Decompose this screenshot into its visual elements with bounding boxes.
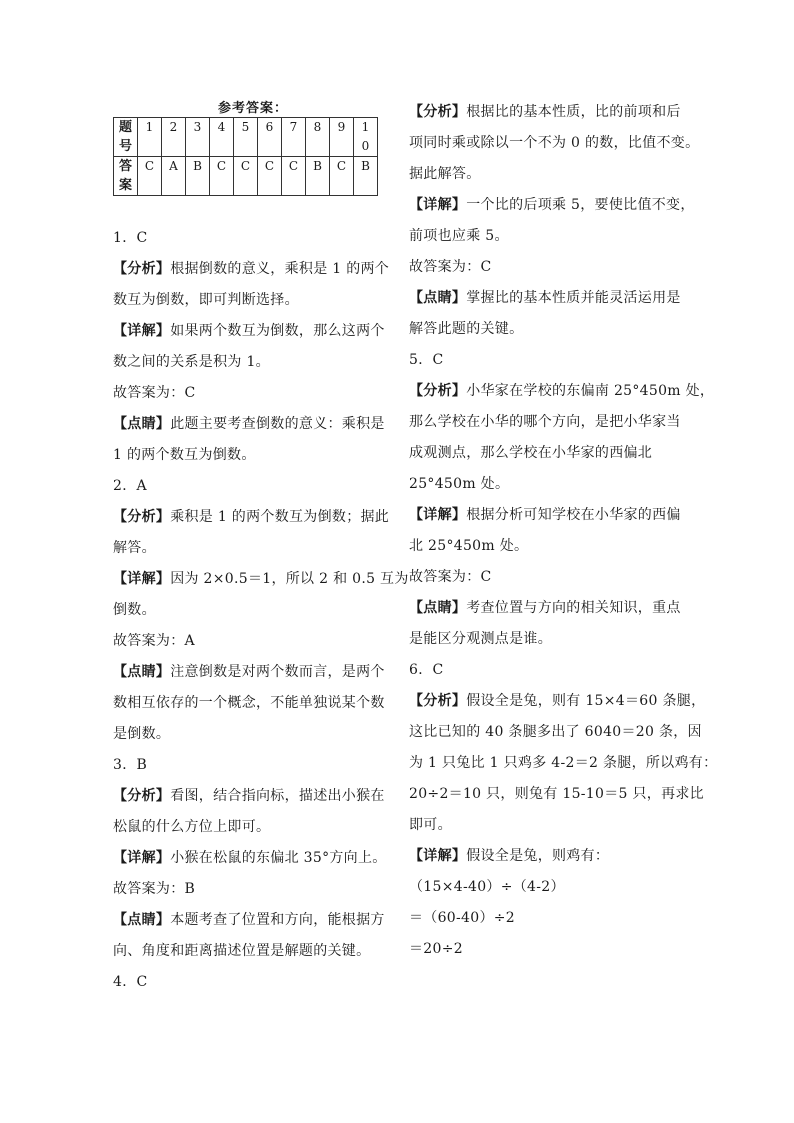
text-line (409, 562, 717, 593)
line-text: 一个比的后项乘 5，要使比值不变， (466, 197, 695, 213)
answer-cell: C (210, 157, 234, 196)
text-line (113, 905, 409, 936)
text-line (113, 626, 409, 657)
text-line (409, 686, 717, 717)
answer-cell: A (162, 157, 186, 196)
line-text: ＝20÷2 (409, 941, 463, 957)
line-text: 6．C (409, 662, 444, 678)
line-text: 如果两个数互为倒数，那么这两个 (170, 323, 385, 339)
answer-cell: C (330, 157, 354, 196)
text-line (113, 657, 409, 688)
line-text: 故答案为：B (113, 881, 196, 897)
question-number-row (114, 118, 378, 157)
text-line (409, 810, 717, 841)
line-text: ＝（60-40）÷2 (409, 910, 515, 926)
question-number-cell: 6 (258, 118, 282, 157)
section-tag: 【分析】 (113, 261, 171, 277)
section-tag: 【点睛】 (409, 600, 467, 616)
text-line (113, 440, 409, 471)
line-text: 4．C (113, 974, 148, 990)
text-line (113, 285, 409, 316)
question-number-cell: 5 (234, 118, 258, 157)
text-line (113, 316, 409, 347)
text-line (113, 781, 409, 812)
text-line (409, 128, 717, 159)
section-tag: 【分析】 (409, 104, 467, 120)
line-text: 那么学校在小华的哪个方向，是把小华家当 (409, 414, 681, 430)
line-text: 项同时乘或除以一个不为 0 的数，比值不变。 (409, 135, 700, 151)
question-number-cell: 1 (138, 118, 162, 157)
answer-cell: B (186, 157, 210, 196)
question-number-cell: 4 (210, 118, 234, 157)
section-tag: 【详解】 (113, 323, 171, 339)
section-tag: 【点睛】 (113, 664, 171, 680)
text-line (113, 595, 409, 626)
question-number-cell: 9 (330, 118, 354, 157)
text-line (113, 254, 409, 285)
text-line (409, 376, 717, 407)
text-line (113, 223, 409, 254)
line-text: （15×4-40）÷（4-2） (409, 879, 565, 895)
section-tag: 【分析】 (113, 509, 171, 525)
answer-key-title: 参考答案： (217, 101, 288, 116)
line-text: 即可。 (409, 817, 452, 833)
line-text: 根据倒数的意义，乘积是 1 的两个 (170, 261, 390, 277)
text-line (409, 221, 717, 252)
answer-cell: B (354, 157, 378, 196)
line-text: 5．C (409, 352, 444, 368)
answer-cell: C (234, 157, 258, 196)
line-text: 注意倒数是对两个数而言，是两个 (170, 664, 385, 680)
question-number-cell: 1 0 (354, 118, 378, 157)
line-text: 故答案为：C (409, 569, 492, 585)
section-tag: 【点睛】 (113, 416, 171, 432)
question-number-header: 题 号 (114, 118, 138, 157)
line-text: 倒数。 (113, 602, 156, 618)
section-tag: 【详解】 (409, 507, 467, 523)
line-text: 是倒数。 (113, 726, 171, 742)
text-line (113, 688, 409, 719)
question-number-cell: 2 (162, 118, 186, 157)
text-line (409, 252, 717, 283)
text-line (113, 409, 409, 440)
text-line (409, 97, 717, 128)
text-line (113, 502, 409, 533)
line-text: 解答。 (113, 540, 156, 556)
text-line (409, 283, 717, 314)
line-text: 掌握比的基本性质并能灵活运用是 (466, 290, 681, 306)
section-tag: 【详解】 (409, 197, 467, 213)
text-line (409, 345, 717, 376)
line-text: 故答案为：A (113, 633, 195, 649)
text-line (409, 190, 717, 221)
text-line (409, 903, 717, 934)
section-tag: 【详解】 (409, 848, 467, 864)
text-line (113, 564, 409, 595)
line-text: 此题主要考查倒数的意义：乘积是 (170, 416, 385, 432)
text-line (409, 531, 717, 562)
line-text: 2．A (113, 478, 147, 494)
line-text: 根据比的基本性质，比的前项和后 (466, 104, 681, 120)
text-line (409, 748, 717, 779)
right-explanations (409, 97, 717, 965)
answer-key-table (113, 117, 378, 196)
question-number-cell: 8 (306, 118, 330, 157)
line-text: 根据分析可知学校在小华家的西偏 (466, 507, 681, 523)
text-line (113, 967, 409, 998)
line-text: 看图，结合指向标，描述出小猴在 (170, 788, 385, 804)
text-line (409, 593, 717, 624)
section-tag: 【详解】 (113, 571, 171, 587)
text-line (409, 500, 717, 531)
line-text: 乘积是 1 的两个数互为倒数；据此 (170, 509, 390, 525)
text-line (409, 624, 717, 655)
line-text: 20÷2＝10 只，则兔有 15-10＝5 只，再求比 (409, 786, 704, 802)
line-text: 3．B (113, 757, 148, 773)
section-tag: 【详解】 (113, 850, 171, 866)
text-line (113, 750, 409, 781)
text-line (409, 469, 717, 500)
line-text: 解答此题的关键。 (409, 321, 524, 337)
section-tag: 【分析】 (409, 693, 467, 709)
line-text: 是能区分观测点是谁。 (409, 631, 552, 647)
line-text: 因为 2×0.5＝1，所以 2 和 0.5 互为 (170, 571, 409, 587)
answer-row (114, 157, 378, 196)
answer-cell: C (138, 157, 162, 196)
text-line (409, 779, 717, 810)
line-text: 1．C (113, 230, 148, 246)
text-line (409, 717, 717, 748)
text-line (409, 934, 717, 965)
question-number-cell: 3 (186, 118, 210, 157)
answer-header: 答 案 (114, 157, 138, 196)
line-text: 这比已知的 40 条腿多出了 6040＝20 条，因 (409, 724, 702, 740)
text-line (409, 314, 717, 345)
line-text: 1 的两个数互为倒数。 (113, 447, 256, 463)
line-text: 考查位置与方向的相关知识，重点 (466, 600, 681, 616)
line-text: 前项也应乘 5。 (409, 228, 509, 244)
text-line (409, 159, 717, 190)
text-line (113, 533, 409, 564)
text-line (113, 471, 409, 502)
line-text: 假设全是兔，则鸡有： (466, 848, 610, 864)
text-line (113, 812, 409, 843)
line-text: 25°450m 处。 (409, 476, 510, 492)
line-text: 北 25°450m 处。 (409, 538, 529, 554)
section-tag: 【分析】 (409, 383, 467, 399)
line-text: 本题考查了位置和方向，能根据方 (170, 912, 385, 928)
answer-cell: C (282, 157, 306, 196)
line-text: 据此解答。 (409, 166, 481, 182)
line-text: 假设全是兔，则有 15×4＝60 条腿， (466, 693, 706, 709)
text-line (409, 841, 717, 872)
text-line (409, 655, 717, 686)
left-explanations (113, 223, 409, 998)
line-text: 数之间的关系是积为 1。 (113, 354, 270, 370)
text-line (113, 378, 409, 409)
text-line (113, 719, 409, 750)
text-line (409, 872, 717, 903)
text-line (113, 874, 409, 905)
line-text: 故答案为：C (409, 259, 492, 275)
answer-cell: C (258, 157, 282, 196)
line-text: 为 1 只兔比 1 只鸡多 4-2＝2 条腿，所以鸡有： (409, 755, 718, 771)
line-text: 向、角度和距离描述位置是解题的关键。 (113, 943, 371, 959)
question-number-cell: 7 (282, 118, 306, 157)
line-text: 数相互依存的一个概念，不能单独说某个数 (113, 695, 385, 711)
line-text: 松鼠的什么方位上即可。 (113, 819, 271, 835)
answer-cell: B (306, 157, 330, 196)
text-line (409, 438, 717, 469)
text-line (113, 936, 409, 967)
section-tag: 【点睛】 (113, 912, 171, 928)
line-text: 小猴在松鼠的东偏北 35°方向上。 (170, 850, 387, 866)
text-line (113, 347, 409, 378)
section-tag: 【点睛】 (409, 290, 467, 306)
text-line (113, 843, 409, 874)
section-tag: 【分析】 (113, 788, 171, 804)
line-text: 数互为倒数，即可判断选择。 (113, 292, 299, 308)
text-line (409, 407, 717, 438)
line-text: 故答案为：C (113, 385, 196, 401)
line-text: 成观测点，那么学校在小华家的西偏北 (409, 445, 653, 461)
line-text: 小华家在学校的东偏南 25°450m 处， (466, 383, 715, 399)
